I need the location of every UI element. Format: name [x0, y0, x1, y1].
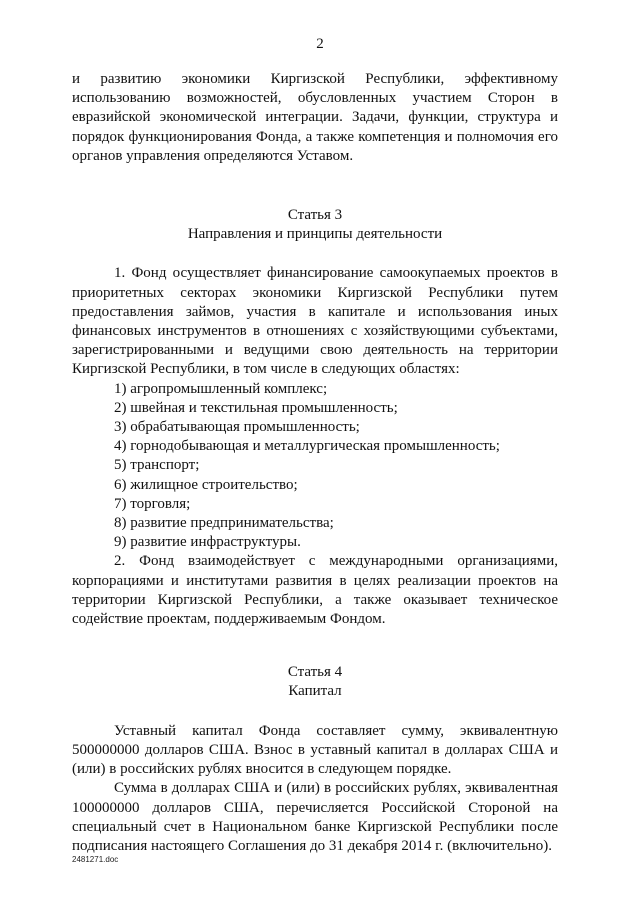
- page-number: 2: [316, 36, 324, 52]
- article-4-number: Статья 4: [287, 664, 343, 681]
- list-item: 1) агропромышленный комплекс;: [114, 380, 328, 397]
- article-3-paragraph-1: 1. Фонд осуществляет финансирование самоокупаемых проектов в приоритетных секторах экономики Киргизской Республики путем предоставления займов, участия в капитале и использования иных финансовых инструментов в отношениях с хозяйствующими субъектами, зарегистрированными и ведущими свою деятельность на территории Киргизской Республики, в том числе в следующих областях:: [72, 265, 558, 378]
- list-item: 2) швейная и текстильная промышленность;: [114, 399, 398, 416]
- document-filename: 2481271.doc: [72, 855, 119, 864]
- article-4-title: Капитал: [288, 683, 342, 700]
- article-3-paragraph-2: 2. Фонд взаимодействует с международными организациями, корпорациями и институтами развития в целях реализации проектов на территории Киргизской Республики, а также оказывает техническое содействие проектам, поддерживаемым Фондом.: [72, 553, 558, 628]
- list-item: 3) обрабатывающая промышленность;: [114, 419, 360, 436]
- list-item: 4) горнодобывающая и металлургическая промышленность;: [114, 438, 500, 455]
- list-item: 8) развитие предпринимательства;: [114, 515, 334, 532]
- intro-paragraph: и развитию экономики Киргизской Республики, эффективному использованию возможностей, обусловленных участием Сторон в евразийской экономической интеграции. Задачи, функции, структура и порядок функционирования Фонда, а также компетенция и полномочия его органов управления определяются Уставом.: [72, 71, 558, 164]
- article-4-paragraph-1: Уставный капитал Фонда составляет сумму, эквивалентную 500000000 долларов США. Взнос в уставный капитал в долларах США и (или) в российских рублях вносится в следующем порядке.: [72, 722, 558, 778]
- article-3-title: Направления и принципы деятельности: [187, 226, 443, 243]
- article-3-number: Статья 3: [287, 207, 343, 224]
- article-4-paragraph-2: Сумма в долларах США и (или) в российских рублях, эквивалентная 100000000 долларов США, перечисляется Российской Стороной на специальный счет в Национальном банке Киргизской Республики после подписания настоящего Соглашения до 31 декабря 2014 г. (включительно).: [72, 780, 558, 854]
- document-body: [72, 70, 558, 856]
- list-item: 6) жилищное строительство;: [114, 476, 298, 493]
- list-item: 5) транспорт;: [114, 457, 200, 474]
- list-item: 9) развитие инфраструктуры.: [114, 534, 301, 551]
- list-item: 7) торговля;: [114, 495, 191, 512]
